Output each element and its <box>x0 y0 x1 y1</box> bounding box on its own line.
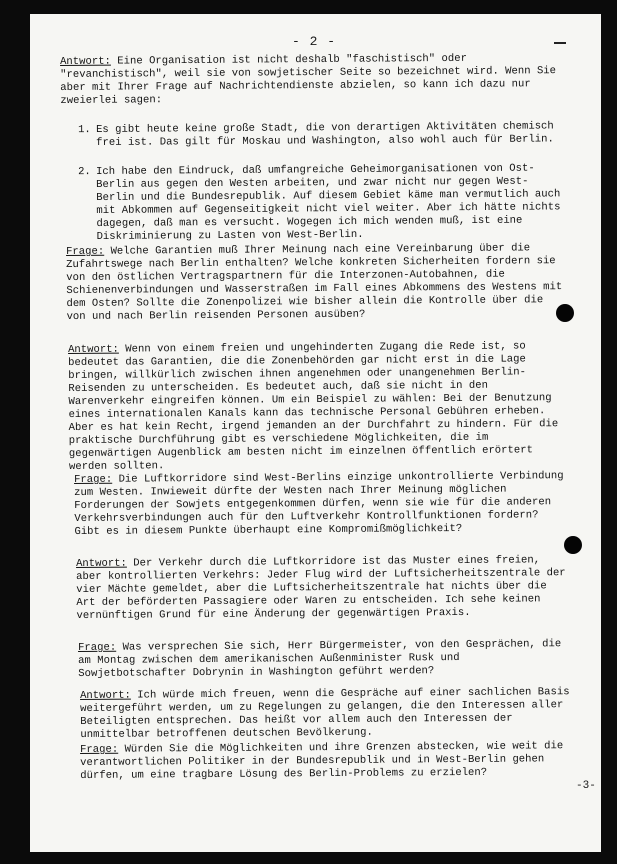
answer-label: Antwort: <box>68 343 119 356</box>
question-text: Welche Garantien muß Ihrer Meinung nach eine Vereinbarung über die Zufahrtswege nach Berlin enthalten? Welche konkreten Sicherheiten fordern sie von den östlichen Vertragspartnern für die Interzonen-Autobahnen, die Schienenverbindungen und Wasserstraßen im Fall eines Abkommens des Westens mit dem Osten? Sollte die Zonenpolizei wie bisher allein die Kontrolle über die von und nach Berlin reisenden Personen ausüben? <box>66 242 563 323</box>
question-label: Frage: <box>78 641 117 654</box>
punch-hole <box>556 304 574 322</box>
question-block-1 <box>66 242 567 324</box>
answer-label: Antwort: <box>80 689 131 702</box>
answer-label: Antwort: <box>76 557 127 570</box>
answer-block-4 <box>80 686 574 742</box>
page-number: - 2 - <box>292 34 337 49</box>
list-item-text: Es gibt heute keine große Stadt, die von derartigen Aktivitäten chemisch frei ist. Das gilt für Moskau und Washington, also wohl auch für Berlin. <box>96 120 554 149</box>
question-block-2 <box>74 470 568 539</box>
list-item-number: 1. <box>78 124 91 137</box>
margin-mark <box>554 42 566 44</box>
list-item-text: Ich habe den Eindruck, daß umfangreiche Geheimorganisationen von Ost-Berlin aus gegen den Westen arbeiten, und zwar nicht nur gegen West-Berlin und die Bundesrepublik. Auf diesem Gebiet käme man vermutlich auch mit Abkommen auf Gegenseitigkeit nicht viel weiter. Aber ich hätte nichts dagegen, daß man es versucht. Wogegen ich mich wenden muß, ist eine Diskriminierung zu Lasten von West-Berlin. <box>96 162 561 243</box>
answer-text: Der Verkehr durch die Luftkorridore ist das Muster eines freien, aber kontrollierten Verkehrs: Jeder Flug wird der Luftsicherheitszentrale der vier Mächte gemeldet, aber die Luftsicherheitszentrale hat nichts über die Art der beförderten Passagiere oder Waren zu entscheiden. Ich sehe keinen vernünftigen Grund für eine Änderung der gegenwärtigen Praxis. <box>76 554 566 622</box>
answer-text: Wenn von einem freien und ungehinderten Zugang die Rede ist, so bedeutet das Garantien, die die Zonenbehörden gar nicht erst in die Lage bringen, willkürlich zwischen ihnen angenehmen oder unangenehmen Berlin-Reisenden zu unterscheiden. Es bedeutet auch, daß sie nicht in den Warenverkehr eingreifen können. Um ein Beispiel zu wählen: Bei der Benutzung eines internationalen Kanals kann das technische Personal Gebühren erheben. Aber es hat kein Recht, irgend jemanden an der Durchfahrt zu hindern. Für die praktische Durchführung gibt es verschiedene Möglichkeiten, die im gegenwärtigen Augenblick am besten nicht im einzelnen öffentlich erörtert werden sollten. <box>68 340 559 473</box>
answer-block-3 <box>76 554 570 623</box>
question-label: Frage: <box>80 743 119 756</box>
answer-text: Ich würde mich freuen, wenn die Gespräche auf einer sachlichen Basis weitergeführt werden, um zu Regelungen zu gelangen, die den Interessen aller Beteiligten entsprechen. Das heißt vor allem auch den Interessen der unmittelbar betroffenen deutschen Bevölkerung. <box>80 686 570 741</box>
question-label: Frage: <box>74 473 113 486</box>
question-text: Die Luftkorridore sind West-Berlins einzige unkontrollierte Verbindung zum Westen. Inwieweit dürfte der Westen nach Ihrer Meinung möglichen Forderungen der Sowjets entgegenkommen dürfen, wenn sie wie für die anderen Verkehrsverbindungen auch für den Luftverkehr Kontrollfunktionen fordern? Gibt es in diesem Punkte überhaupt eine Kompromißmöglichkeit? <box>74 470 564 538</box>
answer-text: Eine Organisation ist nicht deshalb "faschistisch" oder "revanchistisch", weil sie von sowjetischer Seite so bezeichnet wird. Wenn Sie aber mit Ihrer Frage auf Nachrichtendienste abzielen, so kann ich dazu nur zweierlei sagen: <box>60 52 557 107</box>
answer-block-2 <box>68 340 569 474</box>
next-page-marker: -3- <box>576 780 596 792</box>
question-label: Frage: <box>66 245 105 258</box>
question-text: Würden Sie die Möglichkeiten und ihre Grenzen abstecken, wie weit die verantwortlichen Politiker in der Bundesrepublik und in West-Berlin gehen dürfen, um eine tragbare Lösung des Berlin-Problems zu erzielen? <box>80 740 564 782</box>
document-page <box>30 14 601 852</box>
answer-label: Antwort: <box>60 55 111 68</box>
punch-hole <box>564 536 582 554</box>
answer-block-1 <box>60 52 570 108</box>
list-item-number: 2. <box>78 166 91 179</box>
list-item <box>78 162 567 244</box>
question-block-4 <box>80 740 574 783</box>
question-text: Was versprechen Sie sich, Herr Bürgermeister, von den Gesprächen, die am Montag zwischen dem amerikanischen Außenminister Rusk und Sowjetbotschafter Dobrynin in Washington geführt werden? <box>78 638 562 680</box>
list-item <box>78 120 566 150</box>
question-block-3 <box>78 638 572 681</box>
